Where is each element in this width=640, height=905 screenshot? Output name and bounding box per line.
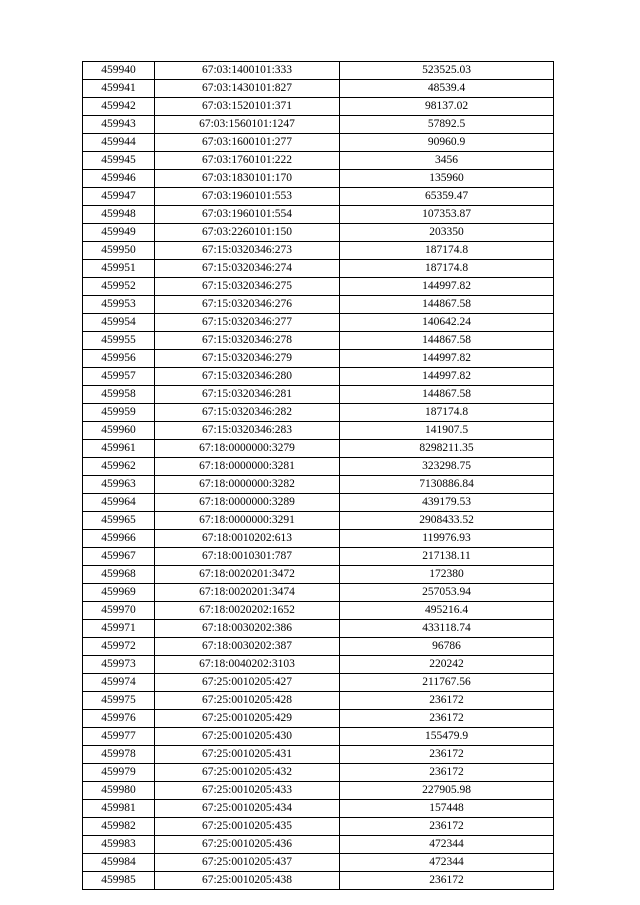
table-row — [83, 530, 554, 548]
table-row — [83, 620, 554, 638]
row-number-cell: 459978 — [83, 746, 155, 764]
row-number-cell: 459941 — [83, 80, 155, 98]
cadastral-number-cell: 67:18:0000000:3289 — [155, 494, 340, 512]
row-number-cell: 459982 — [83, 818, 155, 836]
row-number-cell: 459976 — [83, 710, 155, 728]
cadastral-number-cell: 67:25:0010205:437 — [155, 854, 340, 872]
row-number-cell: 459950 — [83, 242, 155, 260]
cadastral-number-cell: 67:18:0000000:3282 — [155, 476, 340, 494]
value-cell: 236172 — [340, 746, 554, 764]
cadastral-number-cell: 67:18:0000000:3291 — [155, 512, 340, 530]
value-cell: 2908433.52 — [340, 512, 554, 530]
cadastral-number-cell: 67:03:1830101:170 — [155, 170, 340, 188]
table-row — [83, 638, 554, 656]
table-row — [83, 854, 554, 872]
value-cell: 157448 — [340, 800, 554, 818]
cadastral-number-cell: 67:03:1760101:222 — [155, 152, 340, 170]
cadastral-number-cell: 67:15:0320346:276 — [155, 296, 340, 314]
cadastral-value-table — [82, 61, 554, 890]
value-cell: 141907.5 — [340, 422, 554, 440]
table-row — [83, 872, 554, 890]
row-number-cell: 459945 — [83, 152, 155, 170]
cadastral-number-cell: 67:15:0320346:275 — [155, 278, 340, 296]
cadastral-number-cell: 67:25:0010205:428 — [155, 692, 340, 710]
value-cell: 187174.8 — [340, 242, 554, 260]
table-row — [83, 764, 554, 782]
row-number-cell: 459961 — [83, 440, 155, 458]
cadastral-number-cell: 67:18:0020201:3472 — [155, 566, 340, 584]
table-row — [83, 62, 554, 80]
table-row — [83, 188, 554, 206]
value-cell: 323298.75 — [340, 458, 554, 476]
table-row — [83, 440, 554, 458]
table-row — [83, 278, 554, 296]
cadastral-number-cell: 67:25:0010205:434 — [155, 800, 340, 818]
cadastral-number-cell: 67:03:1400101:333 — [155, 62, 340, 80]
table-row — [83, 404, 554, 422]
table-row — [83, 692, 554, 710]
row-number-cell: 459972 — [83, 638, 155, 656]
value-cell: 203350 — [340, 224, 554, 242]
table-row — [83, 710, 554, 728]
value-cell: 140642.24 — [340, 314, 554, 332]
row-number-cell: 459952 — [83, 278, 155, 296]
value-cell: 57892.5 — [340, 116, 554, 134]
value-cell: 96786 — [340, 638, 554, 656]
value-cell: 227905.98 — [340, 782, 554, 800]
row-number-cell: 459985 — [83, 872, 155, 890]
table-row — [83, 656, 554, 674]
row-number-cell: 459969 — [83, 584, 155, 602]
table-row — [83, 836, 554, 854]
value-cell: 144867.58 — [340, 296, 554, 314]
row-number-cell: 459957 — [83, 368, 155, 386]
row-number-cell: 459947 — [83, 188, 155, 206]
row-number-cell: 459983 — [83, 836, 155, 854]
cadastral-number-cell: 67:18:0000000:3279 — [155, 440, 340, 458]
value-cell: 144997.82 — [340, 368, 554, 386]
row-number-cell: 459956 — [83, 350, 155, 368]
row-number-cell: 459974 — [83, 674, 155, 692]
table-row — [83, 296, 554, 314]
table-row — [83, 476, 554, 494]
table-row — [83, 512, 554, 530]
value-cell: 211767.56 — [340, 674, 554, 692]
row-number-cell: 459977 — [83, 728, 155, 746]
cadastral-number-cell: 67:18:0010301:787 — [155, 548, 340, 566]
value-cell: 90960.9 — [340, 134, 554, 152]
table-row — [83, 206, 554, 224]
table-row — [83, 584, 554, 602]
table-row — [83, 386, 554, 404]
value-cell: 135960 — [340, 170, 554, 188]
table-row — [83, 116, 554, 134]
row-number-cell: 459984 — [83, 854, 155, 872]
value-cell: 98137.02 — [340, 98, 554, 116]
value-cell: 236172 — [340, 710, 554, 728]
table-row — [83, 80, 554, 98]
value-cell: 172380 — [340, 566, 554, 584]
value-cell: 236172 — [340, 764, 554, 782]
cadastral-number-cell: 67:25:0010205:427 — [155, 674, 340, 692]
table-row — [83, 422, 554, 440]
table-body — [83, 62, 554, 890]
row-number-cell: 459944 — [83, 134, 155, 152]
cadastral-number-cell: 67:15:0320346:277 — [155, 314, 340, 332]
row-number-cell: 459973 — [83, 656, 155, 674]
row-number-cell: 459971 — [83, 620, 155, 638]
value-cell: 236172 — [340, 818, 554, 836]
value-cell: 472344 — [340, 854, 554, 872]
row-number-cell: 459968 — [83, 566, 155, 584]
cadastral-number-cell: 67:15:0320346:278 — [155, 332, 340, 350]
cadastral-number-cell: 67:03:1960101:554 — [155, 206, 340, 224]
table-row — [83, 242, 554, 260]
value-cell: 155479.9 — [340, 728, 554, 746]
table-row — [83, 368, 554, 386]
value-cell: 119976.93 — [340, 530, 554, 548]
cadastral-number-cell: 67:15:0320346:280 — [155, 368, 340, 386]
cadastral-number-cell: 67:15:0320346:279 — [155, 350, 340, 368]
table-row — [83, 152, 554, 170]
row-number-cell: 459979 — [83, 764, 155, 782]
cadastral-number-cell: 67:15:0320346:281 — [155, 386, 340, 404]
row-number-cell: 459962 — [83, 458, 155, 476]
table-row — [83, 98, 554, 116]
table-row — [83, 782, 554, 800]
table-row — [83, 170, 554, 188]
value-cell: 439179.53 — [340, 494, 554, 512]
row-number-cell: 459966 — [83, 530, 155, 548]
cadastral-number-cell: 67:03:2260101:150 — [155, 224, 340, 242]
value-cell: 144867.58 — [340, 386, 554, 404]
table-row — [83, 260, 554, 278]
value-cell: 144867.58 — [340, 332, 554, 350]
cadastral-number-cell: 67:18:0030202:387 — [155, 638, 340, 656]
cadastral-number-cell: 67:18:0010202:613 — [155, 530, 340, 548]
value-cell: 187174.8 — [340, 260, 554, 278]
cadastral-number-cell: 67:03:1430101:827 — [155, 80, 340, 98]
cadastral-number-cell: 67:18:0000000:3281 — [155, 458, 340, 476]
value-cell: 495216.4 — [340, 602, 554, 620]
row-number-cell: 459955 — [83, 332, 155, 350]
cadastral-number-cell: 67:25:0010205:432 — [155, 764, 340, 782]
value-cell: 65359.47 — [340, 188, 554, 206]
cadastral-number-cell: 67:25:0010205:433 — [155, 782, 340, 800]
value-cell: 236172 — [340, 692, 554, 710]
cadastral-number-cell: 67:03:1520101:371 — [155, 98, 340, 116]
cadastral-number-cell: 67:15:0320346:283 — [155, 422, 340, 440]
row-number-cell: 459967 — [83, 548, 155, 566]
row-number-cell: 459970 — [83, 602, 155, 620]
cadastral-number-cell: 67:18:0020202:1652 — [155, 602, 340, 620]
value-cell: 187174.8 — [340, 404, 554, 422]
table-row — [83, 818, 554, 836]
row-number-cell: 459942 — [83, 98, 155, 116]
value-cell: 3456 — [340, 152, 554, 170]
cadastral-number-cell: 67:25:0010205:435 — [155, 818, 340, 836]
row-number-cell: 459953 — [83, 296, 155, 314]
row-number-cell: 459965 — [83, 512, 155, 530]
row-number-cell: 459940 — [83, 62, 155, 80]
row-number-cell: 459981 — [83, 800, 155, 818]
table-row — [83, 602, 554, 620]
value-cell: 8298211.35 — [340, 440, 554, 458]
row-number-cell: 459959 — [83, 404, 155, 422]
value-cell: 144997.82 — [340, 278, 554, 296]
table-row — [83, 314, 554, 332]
table-row — [83, 566, 554, 584]
cadastral-number-cell: 67:03:1560101:1247 — [155, 116, 340, 134]
cadastral-number-cell: 67:25:0010205:436 — [155, 836, 340, 854]
value-cell: 220242 — [340, 656, 554, 674]
value-cell: 472344 — [340, 836, 554, 854]
value-cell: 7130886.84 — [340, 476, 554, 494]
table-row — [83, 548, 554, 566]
value-cell: 144997.82 — [340, 350, 554, 368]
row-number-cell: 459949 — [83, 224, 155, 242]
value-cell: 217138.11 — [340, 548, 554, 566]
row-number-cell: 459958 — [83, 386, 155, 404]
cadastral-number-cell: 67:18:0030202:386 — [155, 620, 340, 638]
table-row — [83, 134, 554, 152]
value-cell: 48539.4 — [340, 80, 554, 98]
table-row — [83, 332, 554, 350]
value-cell: 523525.03 — [340, 62, 554, 80]
table-row — [83, 674, 554, 692]
table-row — [83, 350, 554, 368]
row-number-cell: 459946 — [83, 170, 155, 188]
table-row — [83, 728, 554, 746]
cadastral-number-cell: 67:03:1600101:277 — [155, 134, 340, 152]
row-number-cell: 459948 — [83, 206, 155, 224]
value-cell: 236172 — [340, 872, 554, 890]
cadastral-number-cell: 67:15:0320346:282 — [155, 404, 340, 422]
value-cell: 433118.74 — [340, 620, 554, 638]
row-number-cell: 459943 — [83, 116, 155, 134]
row-number-cell: 459963 — [83, 476, 155, 494]
row-number-cell: 459964 — [83, 494, 155, 512]
table-row — [83, 746, 554, 764]
cadastral-number-cell: 67:25:0010205:429 — [155, 710, 340, 728]
value-cell: 107353.87 — [340, 206, 554, 224]
cadastral-number-cell: 67:25:0010205:438 — [155, 872, 340, 890]
cadastral-number-cell: 67:25:0010205:431 — [155, 746, 340, 764]
table-row — [83, 800, 554, 818]
row-number-cell: 459960 — [83, 422, 155, 440]
cadastral-number-cell: 67:25:0010205:430 — [155, 728, 340, 746]
row-number-cell: 459951 — [83, 260, 155, 278]
cadastral-number-cell: 67:18:0020201:3474 — [155, 584, 340, 602]
row-number-cell: 459954 — [83, 314, 155, 332]
row-number-cell: 459980 — [83, 782, 155, 800]
value-cell: 257053.94 — [340, 584, 554, 602]
cadastral-number-cell: 67:03:1960101:553 — [155, 188, 340, 206]
cadastral-number-cell: 67:15:0320346:274 — [155, 260, 340, 278]
row-number-cell: 459975 — [83, 692, 155, 710]
table-row — [83, 458, 554, 476]
cadastral-number-cell: 67:18:0040202:3103 — [155, 656, 340, 674]
cadastral-number-cell: 67:15:0320346:273 — [155, 242, 340, 260]
table-row — [83, 494, 554, 512]
table-row — [83, 224, 554, 242]
